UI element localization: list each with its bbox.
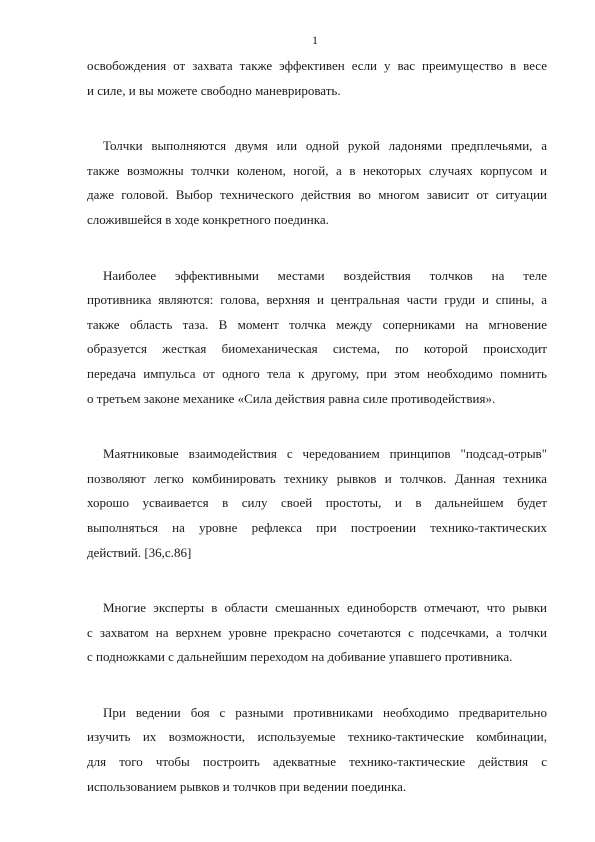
- paragraph: [87, 701, 547, 799]
- text-line: При ведении боя с разными противниками необходимо предварительно: [103, 704, 547, 720]
- document-body: [87, 54, 547, 830]
- paragraph: [87, 264, 547, 412]
- text-line: также возможны толчки коленом, ногой, а в некоторых случаях корпусом и: [87, 162, 547, 178]
- paragraph: [87, 596, 547, 670]
- text-line: с подножками с дальнейшим переходом на добивание упавшего противника.: [87, 649, 513, 665]
- text-line: противника являются: голова, верхняя и центральная части груди и спины, а: [87, 292, 547, 308]
- text-line: Многие эксперты в области смешанных единоборств отмечают, что рывки: [103, 600, 547, 616]
- text-line: действий. [36,с.86]: [87, 544, 192, 560]
- page-number: 1: [312, 33, 318, 47]
- text-line: и силе, и вы можете свободно маневрировать.: [87, 82, 341, 98]
- text-line: Маятниковые взаимодействия с чередованием принципов "подсад-отрыв": [103, 446, 547, 462]
- paragraph: [87, 442, 547, 565]
- text-line: Толчки выполняются двумя или одной рукой ладонями предплечьями, а: [103, 138, 547, 154]
- text-line: позволяют легко комбинировать технику рывков и толчков. Данная техника: [87, 470, 547, 486]
- text-line: для того чтобы построить адекватные технико-тактические действия с: [87, 754, 547, 770]
- text-line: Наиболее эффективными местами воздействия толчков на теле: [103, 267, 547, 283]
- text-line: даже головой. Выбор технического действия во многом зависит от ситуации: [87, 187, 547, 203]
- text-line: о третьем законе механике «Сила действия равна силе противодействия».: [87, 390, 496, 406]
- text-line: изучить их возможности, используемые технико-тактические комбинации,: [87, 729, 547, 745]
- text-line: хорошо усваивается в силу своей простоты, и в дальнейшем будет: [87, 495, 547, 511]
- paragraph: [87, 134, 547, 232]
- paragraph: [87, 54, 547, 103]
- text-line: образуется жесткая биомеханическая система, по которой происходит: [87, 341, 547, 357]
- text-line: передача импульса от одного тела к другому, при этом необходимо помнить: [87, 365, 547, 381]
- text-line: также область таза. В момент толчка между соперниками на мгновение: [87, 316, 547, 332]
- text-line: сложившейся в ходе конкретного поединка.: [87, 211, 329, 227]
- text-line: использованием рывков и толчков при ведении поединка.: [87, 778, 407, 794]
- text-line: освобождения от захвата также эффективен если у вас преимущество в весе: [87, 58, 547, 73]
- text-line: с захватом на верхнем уровне прекрасно сочетаются с подсечками, а толчки: [87, 624, 547, 640]
- text-line: выполняться на уровне рефлекса при построении технико-тактических: [87, 519, 547, 535]
